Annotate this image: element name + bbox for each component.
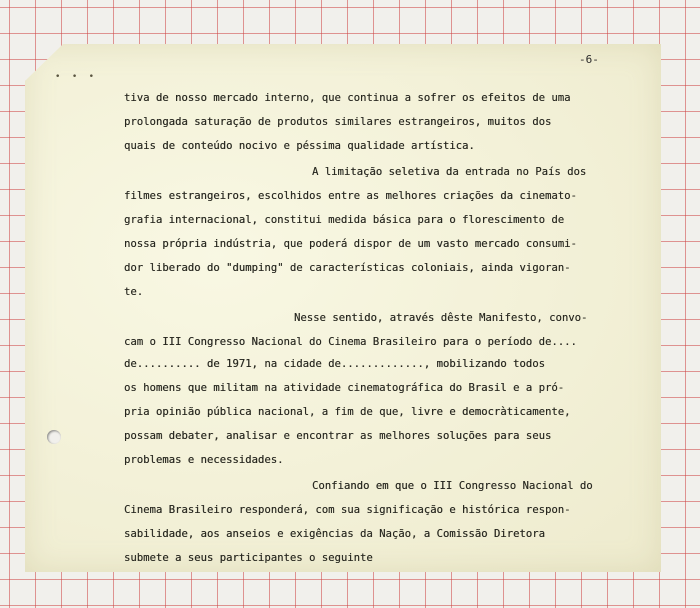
text-line-17: Confiando em que o III Congresso Nacional do bbox=[312, 480, 593, 492]
text-line-13: os homens que militam na atividade cinematográfica do Brasil e a pró- bbox=[124, 382, 565, 394]
text-line-7: nossa própria indústria, que poderá dispor de um vasto mercado consumi- bbox=[124, 238, 577, 250]
text-line-2: prolongada saturação de produtos similares estrangeiros, muitos dos bbox=[124, 116, 552, 128]
text-line-1: tiva de nosso mercado interno, que continua a sofrer os efeitos de uma bbox=[124, 92, 571, 104]
text-line-3: quais de conteúdo nocivo e péssima qualidade artística. bbox=[124, 140, 475, 152]
text-line-18: Cinema Brasileiro responderá, com sua significação e histórica respon- bbox=[124, 504, 571, 516]
text-line-5: filmes estrangeiros, escolhidos entre as melhores criações da cinemato- bbox=[124, 190, 577, 202]
punch-hole bbox=[47, 430, 61, 444]
page-number: -6- bbox=[579, 53, 599, 66]
text-line-14: pria opinião pública nacional, a fim de que, livre e democràticamente, bbox=[124, 406, 571, 418]
text-line-15: possam debater, analisar e encontrar as melhores soluções para seus bbox=[124, 430, 552, 442]
text-line-16: problemas e necessidades. bbox=[124, 454, 284, 466]
text-line-20: submete a seus participantes o seguinte bbox=[124, 552, 373, 564]
text-line-11: cam o III Congresso Nacional do Cinema Brasileiro para o período de.... bbox=[124, 336, 577, 348]
text-line-12: de.......... de 1971, na cidade de............., mobilizando todos bbox=[124, 358, 545, 370]
text-line-9: te. bbox=[124, 286, 144, 298]
text-line-10: Nesse sentido, através dêste Manifesto, convo- bbox=[294, 312, 588, 324]
text-line-19: sabilidade, aos anseios e exigências da Nação, a Comissão Diretora bbox=[124, 528, 545, 540]
text-line-6: grafia internacional, constitui medida básica para o florescimento de bbox=[124, 214, 565, 226]
text-line-8: dor liberado do "dumping" de características coloniais, ainda vigoran- bbox=[124, 262, 571, 274]
text-line-4: A limitação seletiva da entrada no País dos bbox=[312, 166, 587, 178]
ink-specks: • • • bbox=[55, 72, 98, 82]
